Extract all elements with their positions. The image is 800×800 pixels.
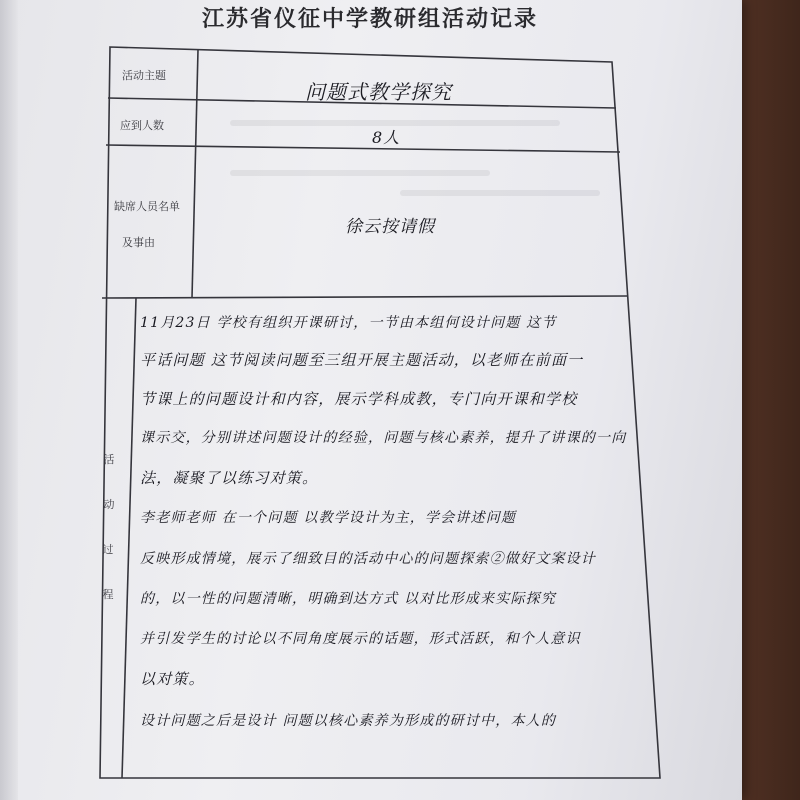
process-body <box>140 312 652 772</box>
process-line: 设计问题之后是设计 问题以核心素养为形成的研讨中，本人的 <box>140 713 557 729</box>
process-line: 的，以一性的问题清晰，明确到达方式 以对比形成来实际探究 <box>140 591 557 607</box>
absent-label-line1: 缺席人员名单 <box>114 200 180 213</box>
bleed-through-mark <box>400 190 600 196</box>
process-label-char: 动 <box>103 498 115 511</box>
process-line: 李老师老师 在一个问题 以教学设计为主，学会讲述问题 <box>140 510 517 526</box>
process-line: 平话问题 这节阅读问题至三组开展主题活动，以老师在前面一 <box>140 351 584 369</box>
absent-value: 徐云按请假 <box>345 217 435 237</box>
bleed-through-mark <box>230 170 490 176</box>
form-title: 江苏省仪征中学教研组活动记录 <box>201 6 538 32</box>
process-label-char: 程 <box>102 588 114 601</box>
process-line: 反映形成情境，展示了细致目的活动中心的问题探索②做好文案设计 <box>140 551 596 567</box>
process-line: 节课上的问题设计和内容，展示学科成教，专门向开课和学校 <box>140 390 578 408</box>
process-line: 课示交，分别讲述问题设计的经验，问题与核心素养，提升了讲课的一向 <box>140 430 627 446</box>
absent-label-line2: 及事由 <box>122 236 155 249</box>
process-label-char: 过 <box>102 543 114 556</box>
process-label-char: 活 <box>103 453 115 466</box>
process-line: 法，凝聚了以练习对策。 <box>140 469 319 487</box>
process-line: 11月23日 学校有组织开课研讨，一节由本组何设计问题 这节 <box>140 315 557 331</box>
attendance-value: 8人 <box>372 128 401 147</box>
attendance-label: 应到人数 <box>120 119 164 132</box>
topic-value: 问题式教学探究 <box>305 80 452 104</box>
topic-label: 活动主题 <box>122 69 166 82</box>
process-line: 以对策。 <box>140 670 205 688</box>
process-line: 并引发学生的讨论以不同角度展示的话题，形式活跃，和个人意识 <box>140 631 581 647</box>
